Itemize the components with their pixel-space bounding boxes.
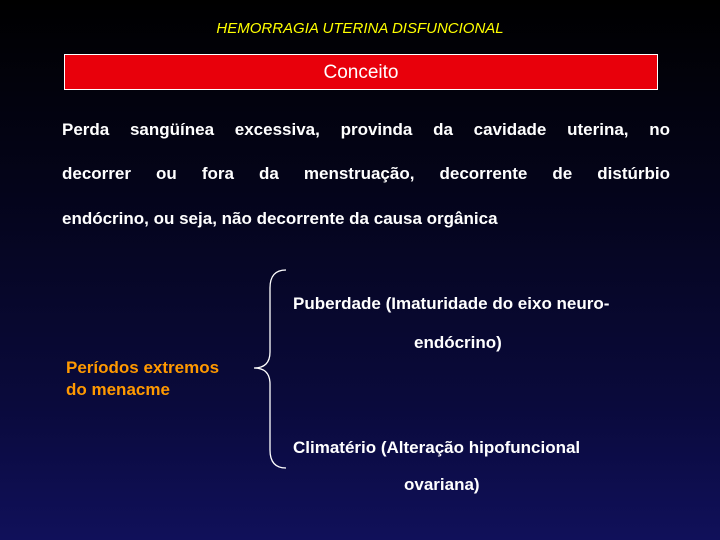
periods-label-line-2: do menacme bbox=[66, 380, 170, 399]
page-title: HEMORRAGIA UTERINA DISFUNCIONAL bbox=[216, 20, 504, 37]
climacteric-item-line-1: Climatério (Alteração hipofuncional bbox=[293, 438, 581, 457]
climacteric-item-line-2: ovariana) bbox=[404, 475, 480, 494]
puberty-item-line-2: endócrino) bbox=[414, 333, 502, 352]
periods-label bbox=[66, 357, 219, 401]
concept-banner bbox=[64, 54, 658, 90]
definition-line-2: decorrer ou fora da menstruação, decorrente de distúrbio bbox=[62, 164, 670, 183]
curly-brace-icon bbox=[250, 268, 290, 470]
concept-label: Conceito bbox=[323, 62, 399, 83]
definition-line-3: endócrino, ou seja, não decorrente da causa orgânica bbox=[62, 209, 498, 228]
periods-label-line-1: Períodos extremos bbox=[66, 358, 220, 377]
definition-line-1: Perda sangüínea excessiva, provinda da cavidade uterina, no bbox=[62, 120, 670, 139]
puberty-item-line-1: Puberdade (Imaturidade do eixo neuro- bbox=[293, 294, 610, 313]
